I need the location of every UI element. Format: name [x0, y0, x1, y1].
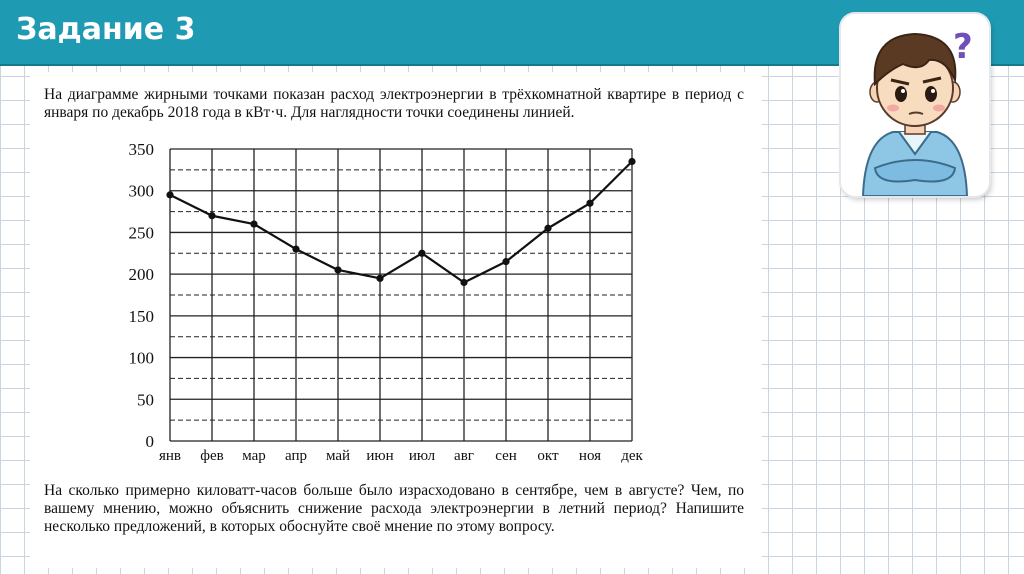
data-point: [334, 266, 341, 273]
y-tick-label: 300: [128, 181, 154, 201]
data-point: [586, 200, 593, 207]
task-intro: На диаграмме жирными точками показан расход электроэнергии в трёхкомнатной квартире в период с января по декабрь 2018 года в кВт·ч. Для наглядности точки соединены линией.: [44, 86, 744, 121]
data-point: [250, 220, 257, 227]
data-point: [460, 279, 467, 286]
x-tick-label: янв: [158, 448, 182, 464]
data-point: [208, 212, 215, 219]
data-point: [376, 275, 383, 282]
x-tick-label: мар: [242, 448, 266, 464]
task-sheet: [30, 72, 762, 568]
data-point: [544, 225, 551, 232]
x-tick-label: июн: [366, 448, 394, 464]
x-tick-label: фев: [200, 448, 224, 464]
x-tick-label: окт: [537, 448, 559, 464]
x-tick-label: дек: [621, 448, 643, 464]
data-point: [166, 191, 173, 198]
x-tick-label: ноя: [578, 448, 602, 464]
slide-title: Задание 3: [16, 12, 196, 47]
y-tick-label: 100: [128, 348, 154, 368]
x-tick-label: сен: [495, 448, 517, 464]
y-tick-label: 150: [128, 306, 154, 326]
data-point: [292, 246, 299, 253]
y-tick-label: 350: [128, 140, 154, 159]
x-tick-label: июл: [408, 448, 436, 464]
chart-grid: [170, 149, 632, 441]
y-tick-label: 0: [145, 432, 154, 451]
data-point: [418, 250, 425, 257]
x-tick-label: май: [325, 448, 351, 464]
electricity-chart: [30, 72, 762, 482]
y-tick-label: 200: [128, 265, 154, 285]
y-tick-label: 250: [128, 223, 154, 243]
y-tick-label: 50: [137, 390, 154, 410]
data-point: [628, 158, 635, 165]
consumption-series: [166, 158, 635, 286]
x-axis-ticks: [159, 448, 644, 464]
x-tick-label: апр: [285, 448, 307, 464]
series-line: [170, 162, 632, 283]
avatar-card: [841, 14, 989, 196]
x-tick-label: авг: [454, 448, 474, 464]
y-axis-ticks: [129, 140, 155, 451]
data-point: [502, 258, 509, 265]
question-mark-icon: ?: [953, 27, 973, 67]
task-question: На сколько примерно киловатт-часов больше было израсходовано в сентябре, чем в августе? Чем, по вашему мнению, можно объяснить снижение расхода электроэнергии в летний период? Напишите несколько предложений, в которых обоснуйте своё мнение по этому вопросу.: [44, 482, 744, 535]
